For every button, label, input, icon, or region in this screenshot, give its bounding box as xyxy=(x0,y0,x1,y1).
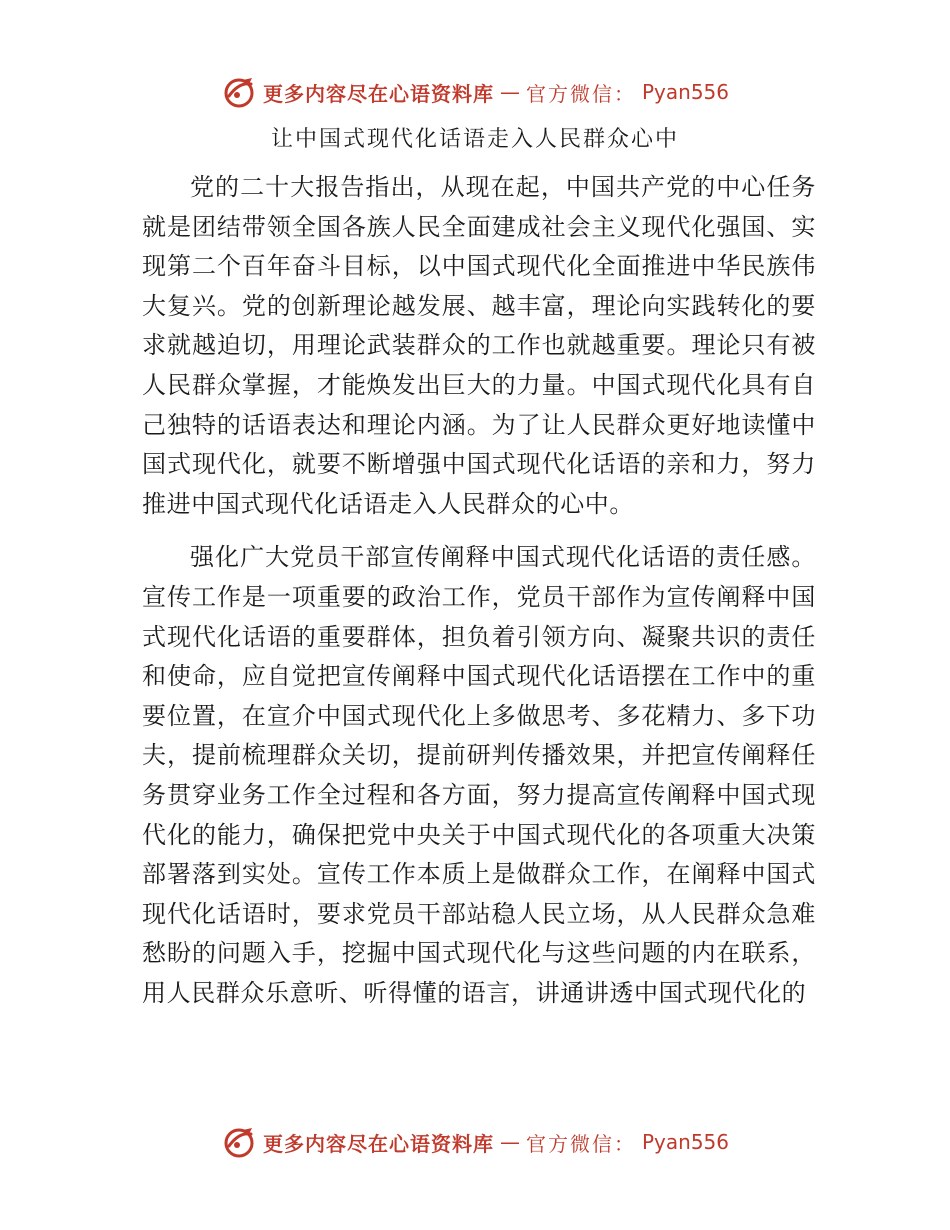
watermark-official-label: 官方微信： xyxy=(525,81,636,106)
watermark-wechat-id: Pyan556 xyxy=(641,80,729,104)
brand-logo-icon xyxy=(221,74,257,110)
brand-logo-icon xyxy=(221,1124,257,1160)
header-watermark xyxy=(0,72,950,112)
body-paragraph-2: 强化广大党员干部宣传阐释中国式现代化话语的责任感。宣传工作是一项重要的政治工作，党员干部作为宣传阐释中国式现代化话语的重要群体，担负着引领方向、凝聚共识的责任和使命，应自觉把宣传阐释中国式现代化话语摆在工作中的重要位置，在宣介中国式现代化上多做思考、多花精力、多下功夫，提前梳理群众关切，提前研判传播效果，并把宣传阐释任务贯穿业务工作全过程和各方面，努力提高宣传阐释中国式现代化的能力，确保把党中央关于中国式现代化的各项重大决策部署落到实处。宣传工作本质上是做群众工作，在阐释中国式现代化话语时，要求党员干部站稳人民立场，从人民群众急难愁盼的问题入手，挖掘中国式现代化与这些问题的内在联系，用人民群众乐意听、听得懂的语言，讲通讲透中国式现代化的 xyxy=(142,543,816,1007)
document-title: 让中国式现代化话语走入人民群众心中 xyxy=(270,127,679,152)
watermark-official-label: 官方微信： xyxy=(525,1131,636,1156)
watermark-wechat-id: Pyan556 xyxy=(641,1130,729,1154)
document-body xyxy=(142,168,816,1013)
watermark-dash: — xyxy=(499,80,520,104)
watermark-text: 更多内容尽在心语资料库 xyxy=(262,1131,494,1156)
body-paragraph-1: 党的二十大报告指出，从现在起，中国共产党的中心任务就是团结带领全国各族人民全面建成社会主义现代化强国、实现第二个百年奋斗目标，以中国式现代化全面推进中华民族伟大复兴。党的创新理论越发展、越丰富，理论向实践转化的要求就越迫切，用理论武装群众的工作也就越重要。理论只有被人民群众掌握，才能焕发出巨大的力量。中国式现代化具有自己独特的话语表达和理论内涵。为了让人民群众更好地读懂中国式现代化，就要不断增强中国式现代化话语的亲和力，努力推进中国式现代化话语走入人民群众的心中。 xyxy=(142,173,816,518)
footer-watermark xyxy=(0,1122,950,1162)
watermark-dash: — xyxy=(499,1130,520,1154)
watermark-text: 更多内容尽在心语资料库 xyxy=(262,81,494,106)
